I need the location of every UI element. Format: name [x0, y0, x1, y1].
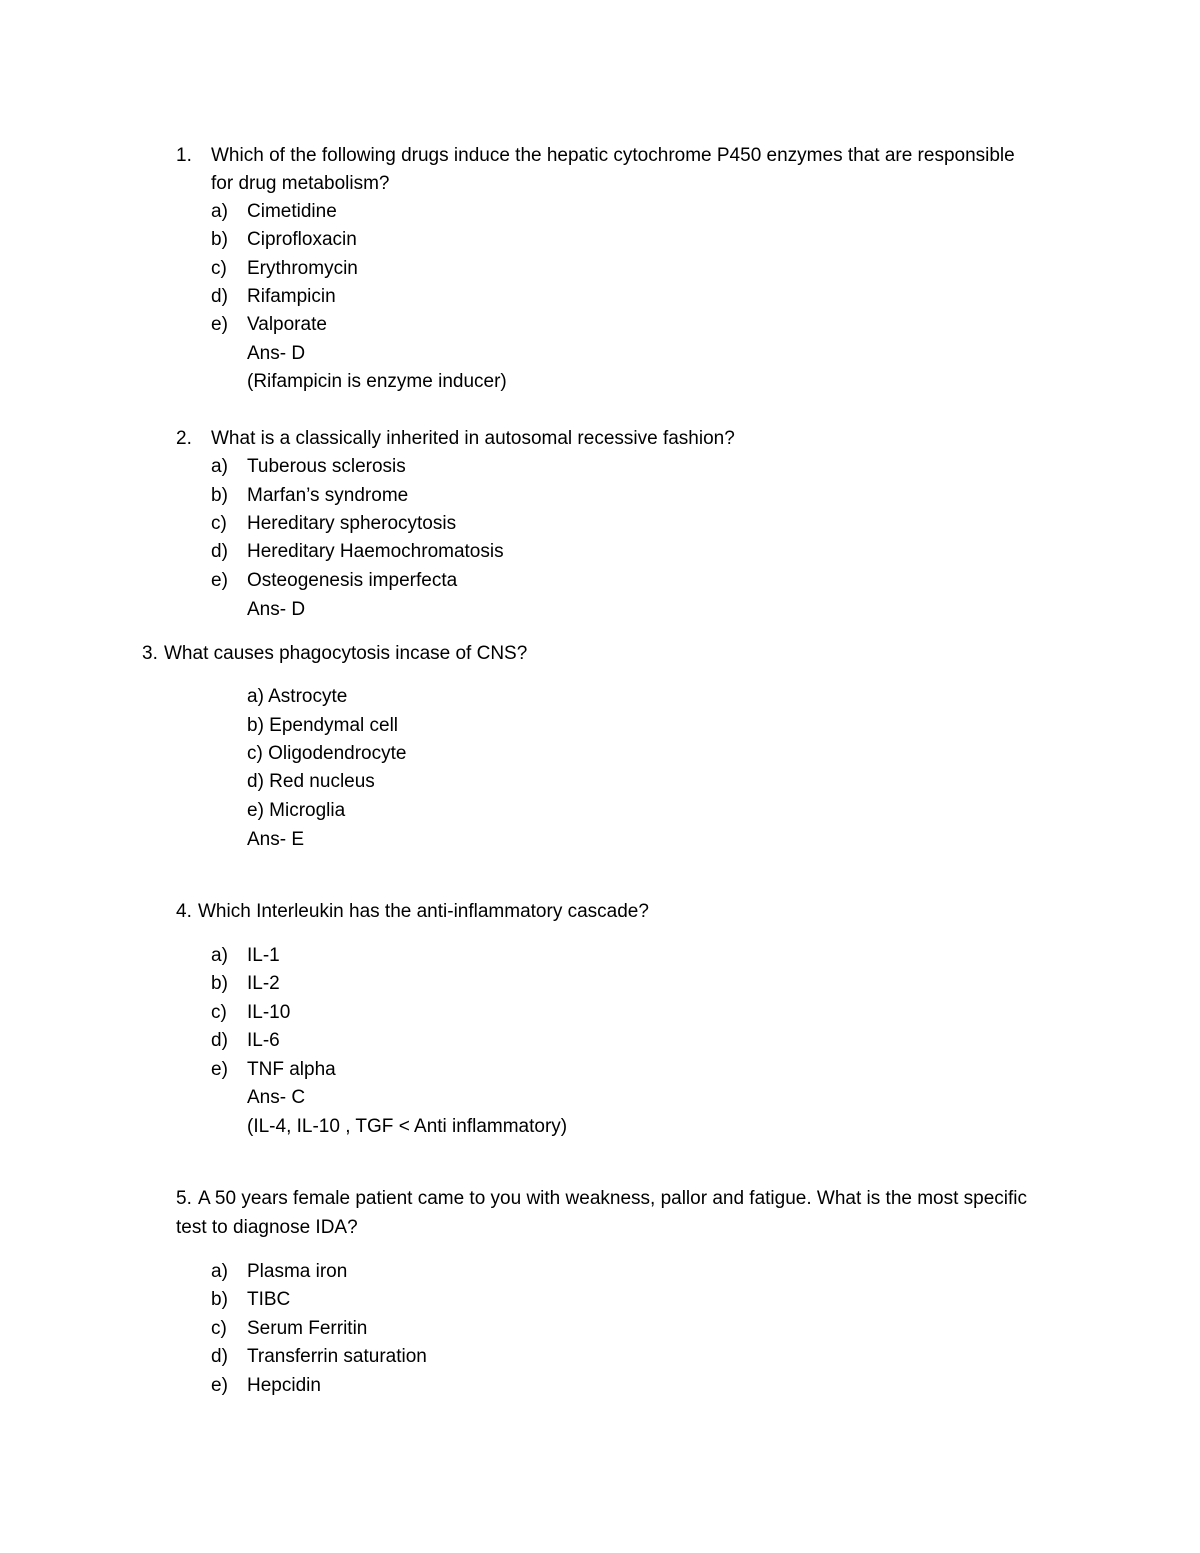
question-text: Which of the following drugs induce the hepatic cytochrome P450 enzymes that are responsible: [211, 145, 1015, 166]
option-letter: b): [211, 485, 228, 506]
option-text: Plasma iron: [247, 1261, 348, 1282]
option-text: Marfan’s syndrome: [247, 485, 409, 506]
question-text: What causes phagocytosis incase of CNS?: [164, 643, 528, 664]
option-text: Serum Ferritin: [247, 1318, 368, 1339]
option-text: Hepcidin: [247, 1375, 321, 1396]
answer-note: (Rifampicin is enzyme inducer): [247, 371, 507, 392]
option-text: d) Red nucleus: [247, 771, 375, 792]
question-text: Which Interleukin has the anti-inflammatory cascade?: [198, 901, 649, 922]
question-number: 3.: [142, 643, 158, 664]
option-text: IL-10: [247, 1002, 291, 1023]
option-text: Osteogenesis imperfecta: [247, 570, 458, 591]
option-text: IL-2: [247, 973, 280, 994]
option-text: TNF alpha: [247, 1059, 336, 1080]
option-text: Ciprofloxacin: [247, 229, 357, 250]
question-text: What is a classically inherited in autosomal recessive fashion?: [211, 428, 735, 449]
answer-note: (IL-4, IL-10 , TGF < Anti inflammatory): [247, 1116, 568, 1137]
option-letter: c): [211, 513, 227, 534]
option-letter: d): [211, 286, 228, 307]
option-text: b) Ependymal cell: [247, 715, 399, 736]
question-text: A 50 years female patient came to you with weakness, pallor and fatigue. What is the most specific: [198, 1188, 1028, 1209]
option-letter: b): [211, 1289, 228, 1310]
option-text: IL-1: [247, 945, 280, 966]
option-letter: b): [211, 973, 228, 994]
option-text: Cimetidine: [247, 201, 337, 222]
question-text-continued: for drug metabolism?: [211, 173, 390, 194]
option-letter: a): [211, 201, 228, 222]
option-letter: a): [211, 1261, 228, 1282]
option-text: Tuberous sclerosis: [247, 456, 406, 477]
answer: Ans- D: [247, 343, 306, 364]
answer: Ans- C: [247, 1087, 306, 1108]
option-letter: d): [211, 541, 228, 562]
answer: Ans- E: [247, 829, 305, 850]
question-number: 2.: [176, 428, 192, 449]
option-text: Hereditary Haemochromatosis: [247, 541, 504, 562]
option-text: Rifampicin: [247, 286, 336, 307]
option-text: Transferrin saturation: [247, 1346, 427, 1367]
question-text-continued: test to diagnose IDA?: [176, 1217, 358, 1238]
option-text: e) Microglia: [247, 800, 346, 821]
option-letter: a): [211, 456, 228, 477]
option-letter: c): [211, 1002, 227, 1023]
option-letter: e): [211, 314, 228, 335]
option-letter: e): [211, 570, 228, 591]
option-text: Hereditary spherocytosis: [247, 513, 457, 534]
option-text: Valporate: [247, 314, 327, 335]
question-number: 4.: [176, 901, 192, 922]
option-letter: d): [211, 1030, 228, 1051]
question-number: 1.: [176, 145, 192, 166]
option-letter: e): [211, 1375, 228, 1396]
option-text: IL-6: [247, 1030, 280, 1051]
option-text: TIBC: [247, 1289, 291, 1310]
option-text: a) Astrocyte: [247, 686, 348, 707]
question-number: 5.: [176, 1188, 192, 1209]
option-letter: e): [211, 1059, 228, 1080]
option-text: c) Oligodendrocyte: [247, 743, 407, 764]
option-letter: c): [211, 258, 227, 279]
option-letter: d): [211, 1346, 228, 1367]
option-text: Erythromycin: [247, 258, 358, 279]
answer: Ans- D: [247, 599, 306, 620]
option-letter: a): [211, 945, 228, 966]
option-letter: c): [211, 1318, 227, 1339]
option-letter: b): [211, 229, 228, 250]
